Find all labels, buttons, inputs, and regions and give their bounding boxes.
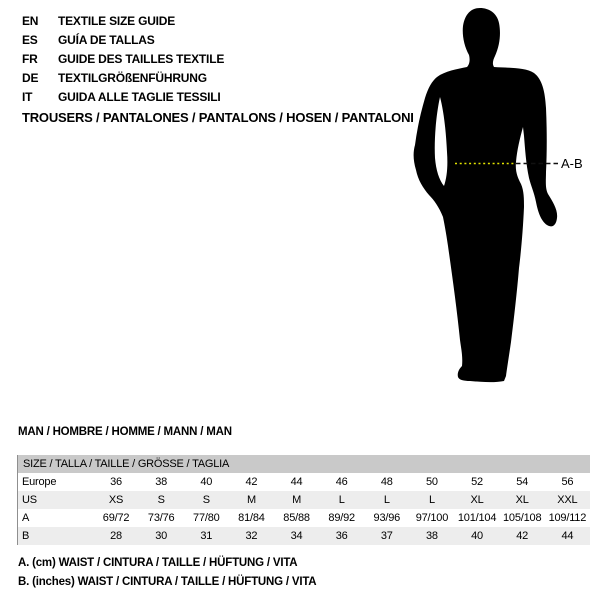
size-cell: L <box>364 491 409 509</box>
size-cell: 40 <box>455 527 500 545</box>
language-label: TEXTILE SIZE GUIDE <box>58 13 176 28</box>
size-cell: 69/72 <box>102 512 130 524</box>
language-label: TEXTILGRÖßENFÜHRUNG <box>58 70 207 85</box>
note-cm: A. (cm) WAIST / CINTURA / TAILLE / HÜFTUNG / VITA <box>18 557 298 569</box>
category-title: TROUSERS / PANTALONES / PANTALONS / HOSEN / PANTALONI <box>22 110 414 125</box>
size-table <box>17 455 590 545</box>
size-cell: 46 <box>335 476 348 488</box>
size-cell: S <box>184 491 229 509</box>
language-block <box>22 11 224 106</box>
size-cell: L <box>319 491 364 509</box>
size-cell: XXL <box>545 491 590 509</box>
size-cell: XL <box>500 491 545 509</box>
size-cell: 48 <box>380 476 393 488</box>
language-label: GUIDE DES TAILLES TEXTILE <box>58 51 225 66</box>
size-table-header-label: SIZE / TALLA / TAILLE / GRÖSSE / TAGLIA <box>18 455 591 473</box>
size-cell: 50 <box>426 476 438 488</box>
size-cell: 77/80 <box>193 512 220 524</box>
gender-section-title: MAN / HOMBRE / HOMME / MANN / MAN <box>18 426 232 438</box>
size-cell: 93/96 <box>373 512 401 524</box>
size-cell: 42 <box>245 476 258 488</box>
row-label: B <box>18 527 94 545</box>
language-code: FR <box>22 51 38 66</box>
size-cell: 30 <box>139 527 184 545</box>
man-silhouette <box>414 8 558 382</box>
size-cell: XS <box>94 491 139 509</box>
size-cell: 37 <box>364 527 409 545</box>
size-cell: 42 <box>500 527 545 545</box>
size-cell: 34 <box>274 527 319 545</box>
measurement-notes <box>18 554 316 591</box>
table-row <box>18 491 591 509</box>
language-row <box>22 87 224 106</box>
size-cell: 36 <box>319 527 364 545</box>
row-label: Europe <box>22 476 57 488</box>
size-cell: M <box>229 491 274 509</box>
row-label: US <box>18 491 94 509</box>
size-cell: 73/76 <box>147 512 175 524</box>
language-row <box>22 11 224 30</box>
size-cell: 52 <box>471 476 483 488</box>
size-cell: 38 <box>155 476 168 488</box>
size-cell: S <box>139 491 184 509</box>
size-cell: 85/88 <box>283 512 310 524</box>
size-cell: 28 <box>94 527 139 545</box>
size-cell: 109/112 <box>548 512 587 524</box>
size-cell: 44 <box>545 527 590 545</box>
size-cell: 101/104 <box>457 512 497 524</box>
note-inches: B. (inches) WAIST / CINTURA / TAILLE / HÜFTUNG / VITA <box>18 575 317 588</box>
language-row <box>22 30 224 49</box>
size-cell: 32 <box>229 527 274 545</box>
size-table-header-row <box>18 455 591 473</box>
language-code: ES <box>22 32 38 47</box>
size-cell: M <box>274 491 319 509</box>
size-table-body <box>18 455 591 545</box>
language-code: IT <box>22 89 33 104</box>
table-row <box>18 527 591 545</box>
waist-measure-label: A-B <box>561 156 583 171</box>
size-cell: 56 <box>561 476 574 488</box>
size-cell: 38 <box>409 527 454 545</box>
man-silhouette-figure <box>390 0 600 400</box>
size-cell: 40 <box>200 476 213 488</box>
language-label: GUIDA ALLE TAGLIE TESSILI <box>58 89 221 104</box>
size-cell: 54 <box>516 476 529 488</box>
language-row <box>22 68 224 87</box>
size-cell: L <box>409 491 454 509</box>
size-cell: 97/100 <box>415 512 449 524</box>
size-cell: 36 <box>110 476 122 488</box>
size-cell: XL <box>455 491 500 509</box>
size-cell: 44 <box>290 476 303 488</box>
language-code: EN <box>22 13 39 28</box>
language-code: DE <box>22 70 39 85</box>
language-row <box>22 49 224 68</box>
language-label: GUÍA DE TALLAS <box>58 32 155 47</box>
size-cell: 89/92 <box>328 512 355 524</box>
size-cell: 105/108 <box>503 512 542 524</box>
table-row <box>18 509 591 527</box>
row-label: A <box>22 512 30 524</box>
size-cell: 31 <box>184 527 229 545</box>
table-row <box>18 473 591 491</box>
size-cell: 81/84 <box>238 512 265 524</box>
